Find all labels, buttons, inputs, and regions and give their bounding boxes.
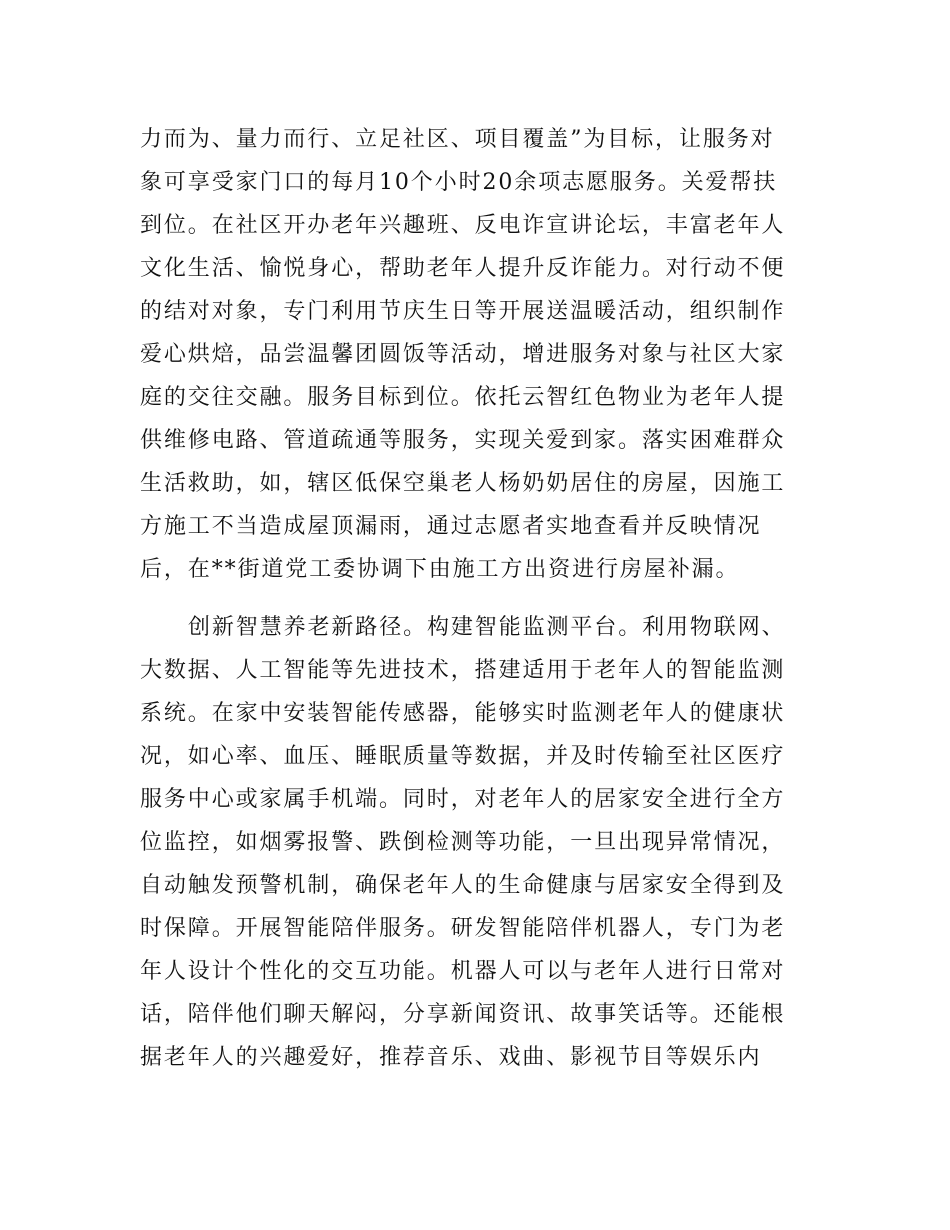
paragraph-community-services: [140, 124, 820, 594]
text-line: 的结对对象，专门利用节庆生日等开展送温暖活动，组织制作: [140, 299, 786, 324]
text-line: 服务中心或家属手机端。同时，对老年人的居家安全进行全方: [140, 787, 786, 812]
text-line: 时保障。开展智能陪伴服务。研发智能陪伴机器人，专门为老: [140, 916, 786, 941]
text-line: 大数据、人工智能等先进技术，搭建适用于老年人的智能监测: [140, 658, 786, 683]
text-line: 年人设计个性化的交互功能。机器人可以与老年人进行日常对: [140, 959, 786, 984]
text-line: 系统。在家中安装智能传感器，能够实时监测老年人的健康状: [140, 701, 786, 726]
text-line: 爱心烘焙，品尝温馨团圆饭等活动，增进服务对象与社区大家: [140, 342, 786, 367]
text-line: 力而为、量力而行、立足社区、项目覆盖”为目标，让服务对: [140, 127, 775, 152]
text-line: 方施工不当造成屋顶漏雨，通过志愿者实地查看并反映情况: [140, 514, 762, 539]
text-line: 生活救助，如，辖区低保空巢老人杨奶奶居住的房屋，因施工: [140, 471, 786, 496]
text-line: 文化生活、愉悦身心，帮助老年人提升反诈能力。对行动不便: [140, 256, 786, 281]
text-line-indented: 创新智慧养老新路径。构建智能监测平台。利用物联网、: [188, 615, 786, 640]
paragraph-smart-elderly-care: [140, 612, 820, 1082]
text-line: 话，陪伴他们聊天解闷，分享新闻资讯、故事笑话等。还能根: [140, 1002, 786, 1027]
text-line: 据老年人的兴趣爱好，推荐音乐、戏曲、影视节目等娱乐内: [140, 1045, 762, 1070]
text-line: 后，在**街道党工委协调下由施工方出资进行房屋补漏。: [140, 557, 740, 582]
text-line: 况，如心率、血压、睡眠质量等数据，并及时传输至社区医疗: [140, 744, 786, 769]
text-line: 庭的交往交融。服务目标到位。依托云智红色物业为老年人提: [140, 385, 786, 410]
text-line: 到位。在社区开办老年兴趣班、反电诈宣讲论坛，丰富老年人: [140, 213, 786, 238]
text-line: 象可享受家门口的每月10个小时20余项志愿服务。关爱帮扶: [140, 170, 778, 195]
text-line: 供维修电路、管道疏通等服务，实现关爱到家。落实困难群众: [140, 428, 786, 453]
text-line: 位监控，如烟雾报警、跌倒检测等功能，一旦出现异常情况，: [140, 830, 786, 855]
text-line: 自动触发预警机制，确保老年人的生命健康与居家安全得到及: [140, 873, 786, 898]
